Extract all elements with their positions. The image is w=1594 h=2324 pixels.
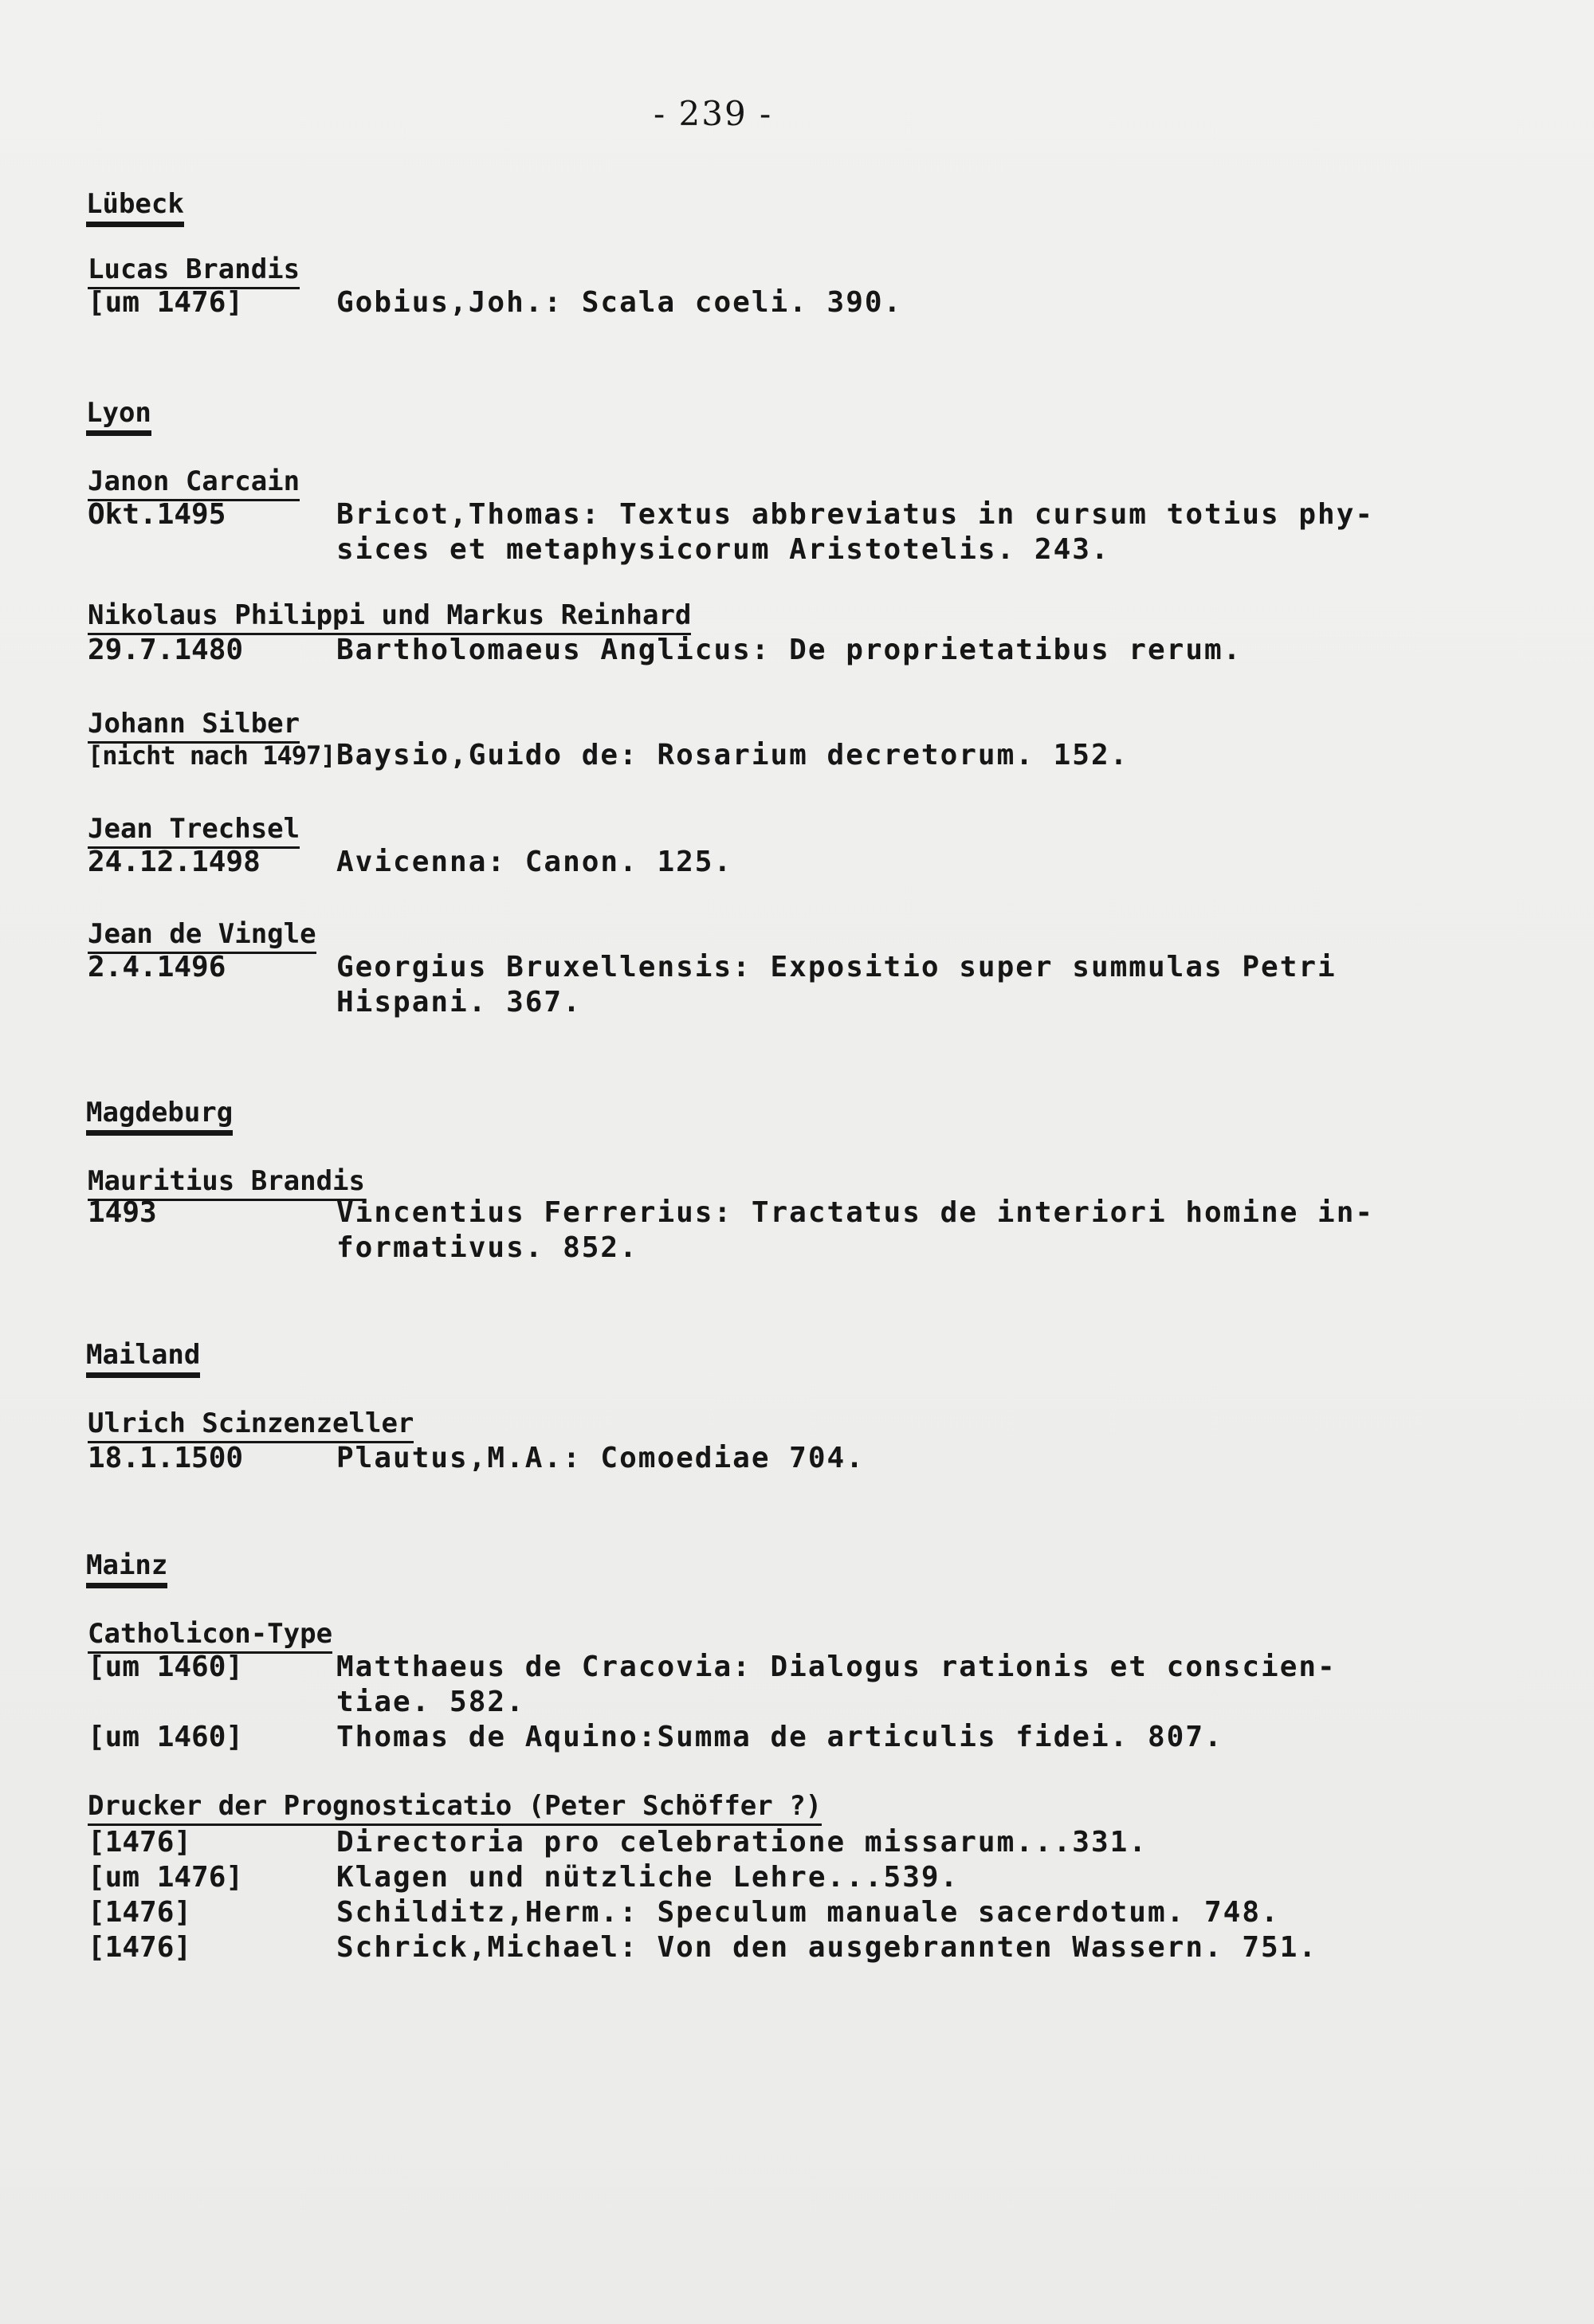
printer-name: Drucker der Prognosticatio (Peter Schöffer ?) <box>88 1790 822 1826</box>
entry-text: Schrick,Michael: Von den ausgebrannten Wassern. 751. <box>336 1931 1318 1964</box>
printer-name: Mauritius Brandis <box>88 1165 365 1201</box>
printer-name: Janon Carcain <box>88 465 300 501</box>
printer-name: Ulrich Scinzenzeller <box>88 1407 414 1443</box>
page-number: - 239 - <box>654 94 773 133</box>
entry-text: Bartholomaeus Anglicus: De proprietatibus rerum. <box>336 634 1243 666</box>
city-heading-luebeck: Lübeck <box>86 188 184 227</box>
entry-date: [um 1476] <box>88 1861 244 1894</box>
entry-text: Bricot,Thomas: Textus abbreviatus in cursum totius phy- sices et metaphysicorum Aristotelis. 243. <box>336 498 1375 566</box>
entry-text: Schilditz,Herm.: Speculum manuale sacerdotum. 748. <box>336 1896 1280 1929</box>
city-heading-mainz: Mainz <box>86 1549 167 1588</box>
city-heading-magdeburg: Magdeburg <box>86 1097 233 1136</box>
city-heading-lyon: Lyon <box>86 397 151 436</box>
entry-date: 18.1.1500 <box>88 1442 244 1474</box>
entry-text: Plautus,M.A.: Comoediae 704. <box>336 1442 865 1474</box>
printer-name: Lucas Brandis <box>88 253 300 289</box>
printer-name: Jean Trechsel <box>88 813 300 849</box>
entry-date: 24.12.1498 <box>88 846 261 878</box>
entry-date: [um 1460] <box>88 1721 244 1753</box>
city-heading-mailand: Mailand <box>86 1339 200 1378</box>
entry-date: [nicht nach 1497] <box>88 740 336 771</box>
printer-name: Nikolaus Philippi und Markus Reinhard <box>88 599 691 635</box>
printer-name: Catholicon-Type <box>88 1618 332 1654</box>
entry-text: Thomas de Aquino:Summa de articulis fidei. 807. <box>336 1721 1223 1753</box>
entry-date: [um 1476] <box>88 286 244 319</box>
entry-date: [um 1460] <box>88 1651 244 1683</box>
entry-date: [1476] <box>88 1931 192 1964</box>
entry-text: Matthaeus de Cracovia: Dialogus rationis et conscien- tiae. 582. <box>336 1651 1337 1718</box>
entry-text: Vincentius Ferrerius: Tractatus de interiori homine in- formativus. 852. <box>336 1196 1375 1264</box>
entry-text: Klagen und nützliche Lehre...539. <box>336 1861 960 1894</box>
entry-text: Baysio,Guido de: Rosarium decretorum. 152. <box>336 739 1129 771</box>
entry-date: 1493 <box>88 1196 157 1229</box>
printer-name: Johann Silber <box>88 708 300 744</box>
entry-date: [1476] <box>88 1826 192 1859</box>
entry-date: Okt.1495 <box>88 498 226 531</box>
entry-date: 29.7.1480 <box>88 634 244 666</box>
printer-name: Jean de Vingle <box>88 918 316 954</box>
entry-text: Avicenna: Canon. 125. <box>336 846 733 878</box>
entry-text: Georgius Bruxellensis: Expositio super summulas Petri Hispani. 367. <box>336 951 1337 1019</box>
entry-date: 2.4.1496 <box>88 951 226 983</box>
entry-text: Gobius,Joh.: Scala coeli. 390. <box>336 286 903 319</box>
entry-text: Directoria pro celebratione missarum...331. <box>336 1826 1148 1859</box>
entry-date: [1476] <box>88 1896 192 1929</box>
